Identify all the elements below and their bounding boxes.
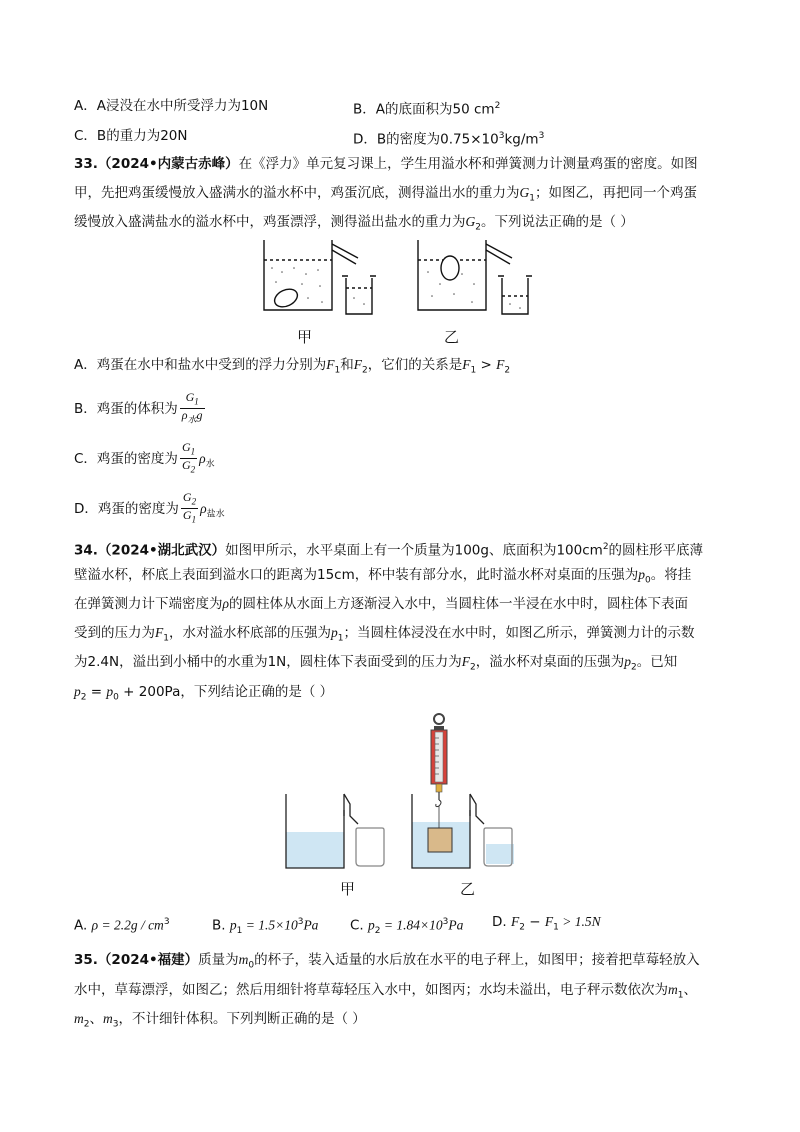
q33-option-a: A．鸡蛋在水中和盐水中受到的浮力分别为$F_1$和$F_2$，它们的关系是$F_1 > F_2$ [74,357,511,376]
q33-line3: 缓慢放入盛满盐水的溢水杯中，鸡蛋漂浮，测得溢出盐水的重力为$G_2$。下列说法正确的是（ ） [74,214,634,233]
q33-caption-right: 乙 [444,328,460,346]
q34-line6: $p_2 = p_0 + 200Pa$，下列结论正确的是（ ） [74,684,334,703]
q32-option-b: B．A的底面积为50 $cm^2$ [353,101,501,118]
q33-line1: 33.（2024•内蒙古赤峰）在《浮力》单元复习课上，学生用溢水杯和弹簧测力计测量鸡蛋的密度。如图 [74,156,698,172]
q34-caption-right: 乙 [460,880,476,898]
q34-line5: 为2.4N，溢出到小桶中的水重为1N，圆柱体下表面受到的压力为$F_2$，溢水杯对桌面的压强为$p_2$。已知 [74,654,678,673]
q33-option-c: C．鸡蛋的密度为 $\frac{G_1}{G_2}$ $\rho_水$ [74,440,215,475]
q34-line4: 受到的压力为$F_1$，水对溢水杯底部的压强为$p_1$；当圆柱体浸没在水中时，如图乙所示，弹簧测力计的示数 [74,625,695,644]
q35-line1: 35.（2024•福建）质量为$m_0$的杯子，装入适量的水后放在水平的电子秤上，如图甲；接着把草莓轻放入 [74,952,700,971]
q32-option-a: A．A浸没在水中所受浮力为10N [74,98,269,114]
q35-line2: 水中，草莓漂浮，如图乙；然后用细针将草莓轻压入水中，如图丙；水均未溢出，电子秤示数依次为$m_1$、 [74,982,697,1001]
q33-line2: 甲，先把鸡蛋缓慢放入盛满水的溢水杯中，鸡蛋沉底，测得溢出水的重力为$G_1$；如图乙，再把同一个鸡蛋 [74,185,697,204]
q35-line3: $m_2$、$m_3$，不计细针体积。下列判断正确的是（ ） [74,1011,366,1030]
q34-line3: 在弹簧测力计下端密度为ρ的圆柱体从水面上方逐渐浸入水中，当圆柱体一半浸在水中时，圆柱体下表面 [74,596,688,612]
q32-option-c: C．B的重力为20N [74,128,188,144]
q34-line2: 壁溢水杯，杯底上表面到溢水口的距离为15cm，杯中装有部分水，此时溢水杯对桌面的压强为$p_0$。将挂 [74,567,692,586]
q34-caption-left: 甲 [340,880,356,898]
q34-option-c: C. $p_2 = 1.84\times 10^3Pa$ [350,917,464,937]
q32-option-d: D．B的密度为$0.75\times 10^3kg/m^3$ [353,131,545,148]
q33-option-b: B．鸡蛋的体积为 $\frac{G_1}{\rho_水g}$ [74,390,203,425]
q34-option-a: A. $\rho = 2.2g / cm^3$ [74,917,170,934]
q33-figure [258,232,538,324]
q34-figure [278,712,523,874]
q34-option-d: D. $F_2 - F_1 > 1.5N$ [492,914,601,933]
q34-line1: 34.（2024•湖北武汉）如图甲所示，水平桌面上有一个质量为100g、底面积为$100cm^2$的圆柱形平底薄 [74,542,704,559]
q33-caption-left: 甲 [297,328,313,346]
q33-option-d: D．鸡蛋的密度为 $\frac{G_2}{G_1}$ $\rho_{盐水}$ [74,490,225,525]
q34-option-b: B. $p_1 = 1.5\times 10^3Pa$ [212,917,319,937]
